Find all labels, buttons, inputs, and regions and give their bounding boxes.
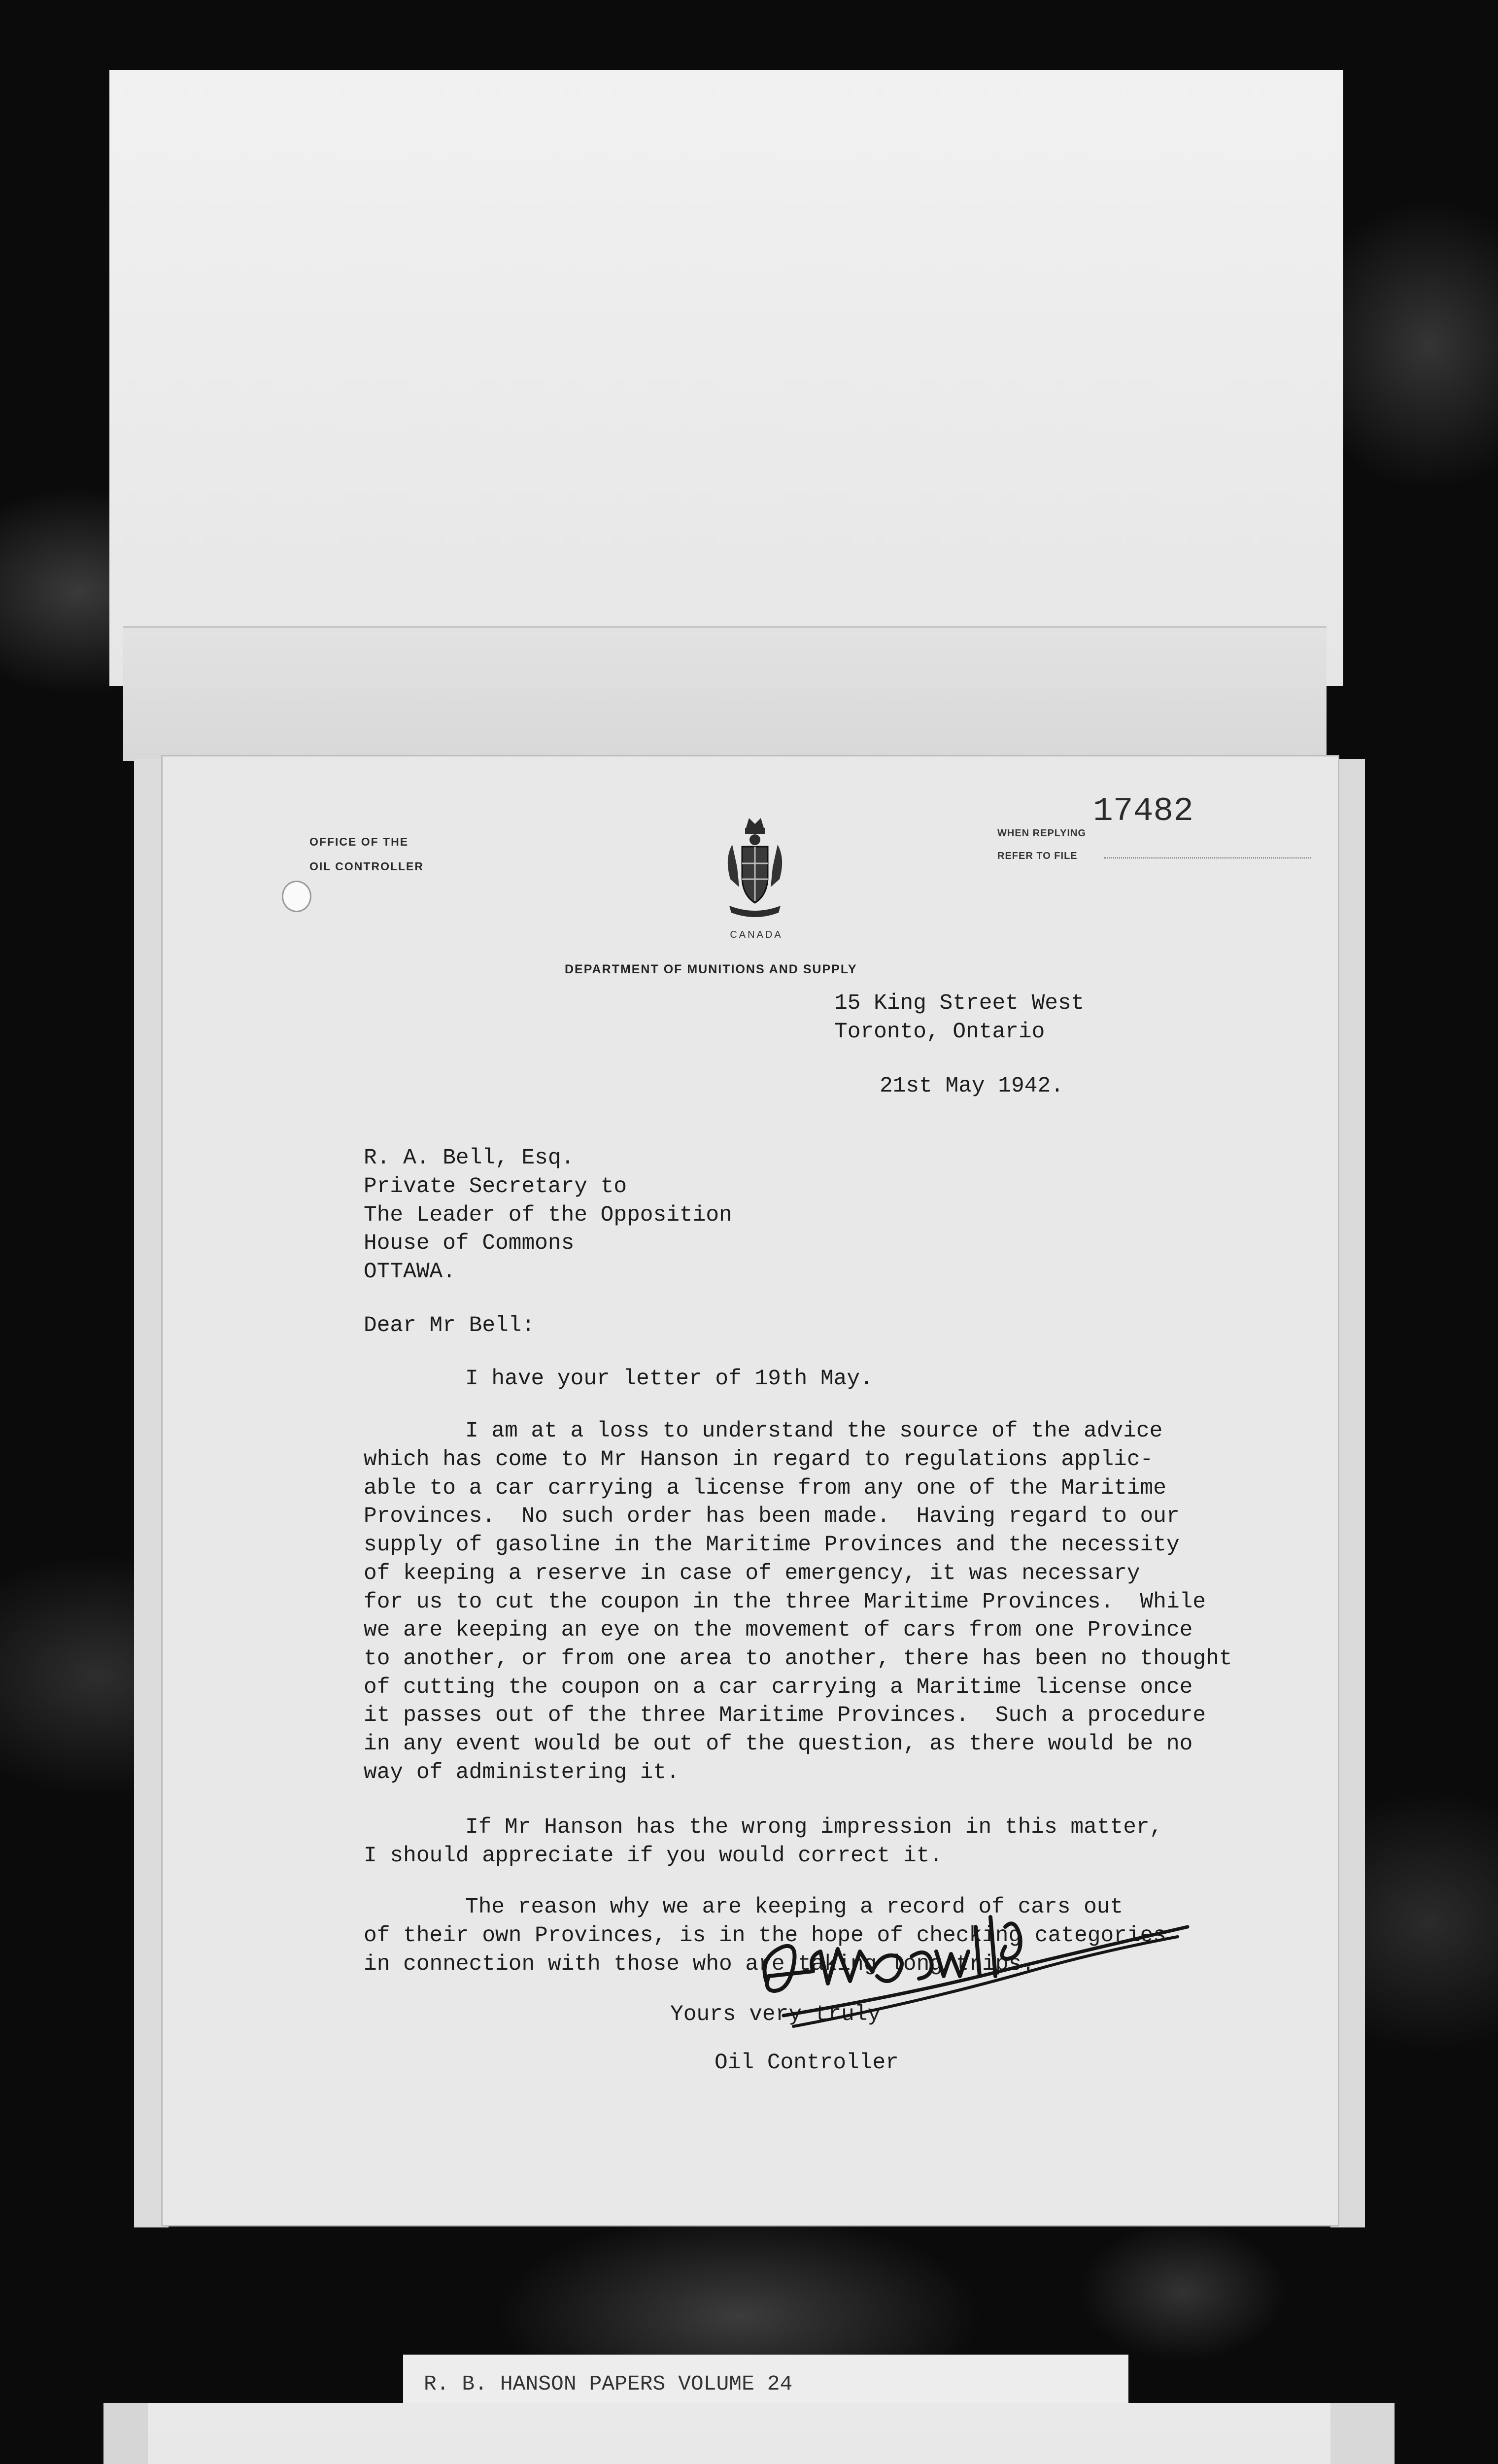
refer-to-file-label: REFER TO FILE [997,851,1078,861]
office-line-1: OFFICE OF THE [309,835,409,848]
sender-address-line-2: Toronto, Ontario [834,1020,1045,1044]
office-line-2: OIL CONTROLLER [309,860,424,873]
reference-label: R. B. HANSON PAPERS VOLUME 24 [424,2372,793,2396]
archive-card-left-edge [103,2403,148,2464]
salutation: Dear Mr Bell: [364,1313,535,1338]
archive-card [103,2403,1395,2464]
letterhead-department: DEPARTMENT OF MUNITIONS AND SUPPLY [565,962,857,976]
paragraph-2-line: it passes out of the three Maritime Provinces. Such a procedure [364,1703,1206,1728]
paragraph-2-line: supply of gasoline in the Maritime Provinces and the necessity [364,1533,1180,1557]
paragraph-2-line: we are keeping an eye on the movement of cars from one Province [364,1618,1193,1643]
paragraph-2-line: I am at a loss to understand the source of the advice [465,1419,1163,1443]
file-number-rule [1104,857,1311,858]
reply-reference [997,822,1086,867]
paragraph-2-line: of keeping a reserve in case of emergency, it was necessary [364,1561,1140,1586]
sender-address-line-1: 15 King Street West [834,991,1085,1016]
letterhead-office [309,829,424,879]
folder-fold [123,626,1327,761]
letter-date: 21st May 1942. [880,1074,1064,1098]
recipient-line-2: Private Secretary to [364,1174,627,1199]
paragraph-2-line: for us to cut the coupon in the three Maritime Provinces. While [364,1590,1206,1614]
paragraph-4-line: of their own Provinces, is in the hope of checking categories [364,1923,1166,1948]
recipient-line-5: OTTAWA. [364,1260,456,1284]
paragraph-2-line: of cutting the coupon on a car carrying a Maritime license once [364,1675,1193,1700]
recipient-line-1: R. A. Bell, Esq. [364,1146,575,1170]
paragraph-2-line: to another, or from one area to another, there has been no thought [364,1646,1232,1671]
letterhead-country: CANADA [730,929,783,940]
paragraph-3-line: I should appreciate if you would correct it. [364,1844,943,1868]
paragraph-2-line: which has come to Mr Hanson in regard to regulations applic- [364,1447,1154,1472]
paragraph-1: I have your letter of 19th May. [465,1367,873,1391]
paragraph-3-line: If Mr Hanson has the wrong impression in this matter, [465,1815,1163,1840]
recipient-line-3: The Leader of the Opposition [364,1203,732,1228]
folder-back-sheet [109,70,1343,686]
paragraph-2-line: in any event would be out of the question, as there would be no [364,1732,1193,1756]
recipient-line-4: House of Commons [364,1231,575,1256]
paragraph-4-line: in connection with those who are taking long trips. [364,1952,1035,1977]
coat-of-arms-icon [720,814,789,927]
paragraph-2-line: Provinces. No such order has been made. Having regard to our [364,1504,1180,1529]
paragraph-2-line: able to a car carrying a license from any one of the Maritime [364,1476,1166,1501]
signer-title: Oil Controller [715,2051,899,2075]
file-number: 17482 [1093,792,1194,830]
paragraph-2-line: way of administering it. [364,1760,680,1785]
archive-card-right-edge [1330,2403,1395,2464]
when-replying-label: WHEN REPLYING [997,828,1087,839]
paragraph-4-line: The reason why we are keeping a record of cars out [465,1895,1124,1919]
punch-hole [282,881,311,912]
closing: Yours very truly [670,2002,881,2027]
handwritten-signature [754,1897,1197,2045]
